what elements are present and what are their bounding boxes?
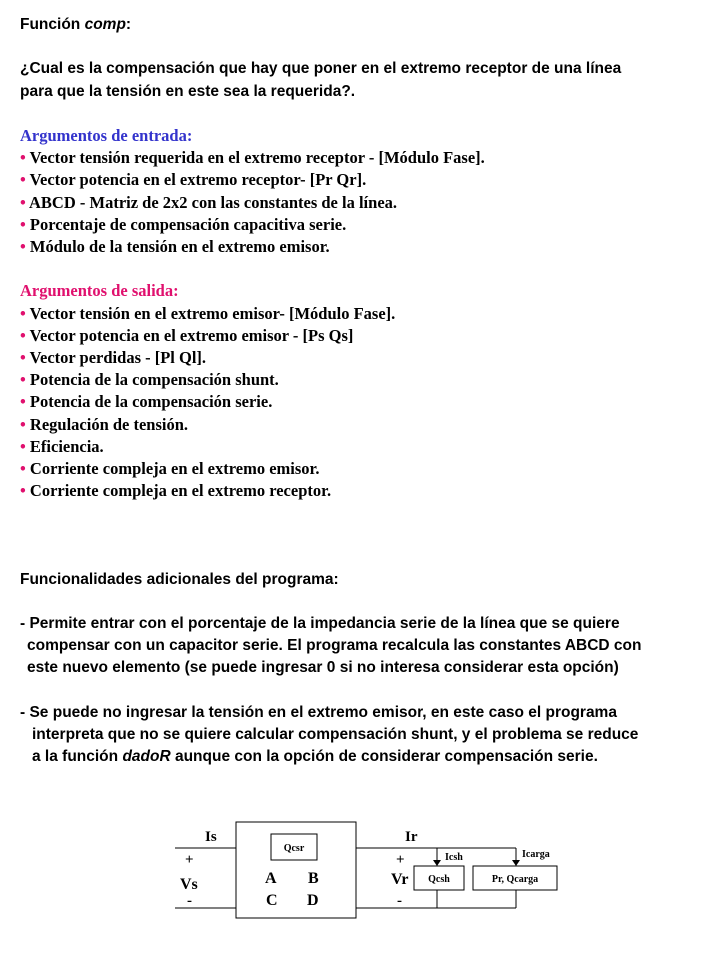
is-label: Is (205, 829, 217, 845)
output-item: • Corriente compleja en el extremo emisor. (20, 459, 320, 479)
bullet-icon: • (20, 148, 26, 168)
ir-label: Ir (405, 829, 418, 845)
input-item: • ABCD - Matriz de 2x2 con las constantes de la línea. (20, 192, 398, 212)
extra-title: Funcionalidades adicionales del programa: (20, 570, 339, 588)
dadoR-function-name: dadoR (122, 748, 171, 766)
icarga-arrow-icon (512, 860, 520, 866)
output-item: • Potencia de la compensación serie. (20, 392, 273, 412)
extra2-line-2: interpreta que no se quiere calcular compensación shunt, y el problema se reduce (32, 726, 639, 743)
abcd-b: B (308, 870, 319, 887)
heading-prefix: Función (20, 16, 85, 33)
abcd-d: D (307, 892, 319, 909)
bullet-icon: • (20, 192, 26, 212)
abcd-c: C (266, 892, 278, 909)
output-item: • Vector perdidas - [Pl Ql]. (20, 348, 207, 367)
bullet-icon: • (20, 459, 26, 479)
output-item: • Vector potencia en el extremo emisor - [Ps Qs] (20, 325, 354, 345)
heading-function-name: comp (84, 16, 126, 33)
bullet-icon: • (20, 348, 26, 367)
bullet-icon: • (20, 325, 26, 345)
vs-label: Vs (180, 876, 198, 893)
question-line-1: ¿Cual es la compensación que hay que poner en el extremo receptor de una línea (20, 60, 622, 78)
bullet-icon: • (20, 170, 26, 190)
abcd-a: A (265, 870, 277, 887)
output-item: • Regulación de tensión. (20, 414, 189, 434)
vs-plus: + (185, 852, 194, 868)
vr-label: Vr (391, 871, 409, 888)
extra1-line-2: compensar con un capacitor serie. El programa recalcula las constantes ABCD con (27, 637, 642, 655)
heading-suffix: : (125, 16, 132, 33)
input-item: • Módulo de la tensión en el extremo emisor. (20, 237, 330, 256)
qcsr-label: Qcsr (283, 843, 305, 854)
bullet-icon: • (20, 481, 26, 501)
load-label: Pr, Qcarga (491, 874, 539, 885)
bullet-icon: • (20, 214, 26, 234)
icarga-label: Icarga (522, 849, 550, 860)
vr-plus: + (396, 852, 405, 868)
extra1-line-3: este nuevo elemento (se puede ingresar 0 si no interesa considerar esta opción) (27, 659, 619, 677)
input-item: • Porcentaje de compensación capacitiva serie. (20, 214, 347, 234)
icsh-label: Icsh (445, 852, 463, 863)
bullet-icon: • (20, 370, 26, 390)
output-item: • Corriente compleja en el extremo receptor. (20, 481, 332, 501)
bullet-icon: • (20, 237, 26, 256)
vs-minus: - (187, 893, 192, 909)
qcsh-label: Qcsh (428, 874, 450, 885)
bullet-icon: • (20, 392, 26, 412)
bullet-icon: • (20, 436, 26, 456)
bullet-icon: • (20, 303, 26, 323)
input-item: • Vector tensión requerida en el extremo receptor - [Módulo Fase]. (20, 148, 485, 168)
inputs-title: Argumentos de entrada: (20, 125, 193, 145)
vr-minus: - (397, 893, 402, 909)
extra2-line-3: a la función dadoR aunque con la opción de considerar compensación serie. (32, 748, 598, 766)
bullet-icon: • (20, 414, 26, 434)
question-line-2: para que la tensión en este sea la requerida?. (20, 82, 356, 100)
output-item: • Eficiencia. (20, 436, 104, 456)
input-item: • Vector potencia en el extremo receptor- [Pr Qr]. (20, 170, 367, 190)
outputs-title: Argumentos de salida: (20, 281, 179, 301)
extra1-line-1: - Permite entrar con el porcentaje de la impedancia serie de la línea que se quiere (20, 615, 620, 632)
icsh-arrow-icon (433, 860, 441, 866)
output-item: • Potencia de la compensación shunt. (20, 370, 279, 390)
extra2-line-1: - Se puede no ingresar la tensión en el extremo emisor, en este caso el programa (20, 703, 617, 721)
output-item: • Vector tensión en el extremo emisor- [Módulo Fase]. (20, 303, 396, 323)
